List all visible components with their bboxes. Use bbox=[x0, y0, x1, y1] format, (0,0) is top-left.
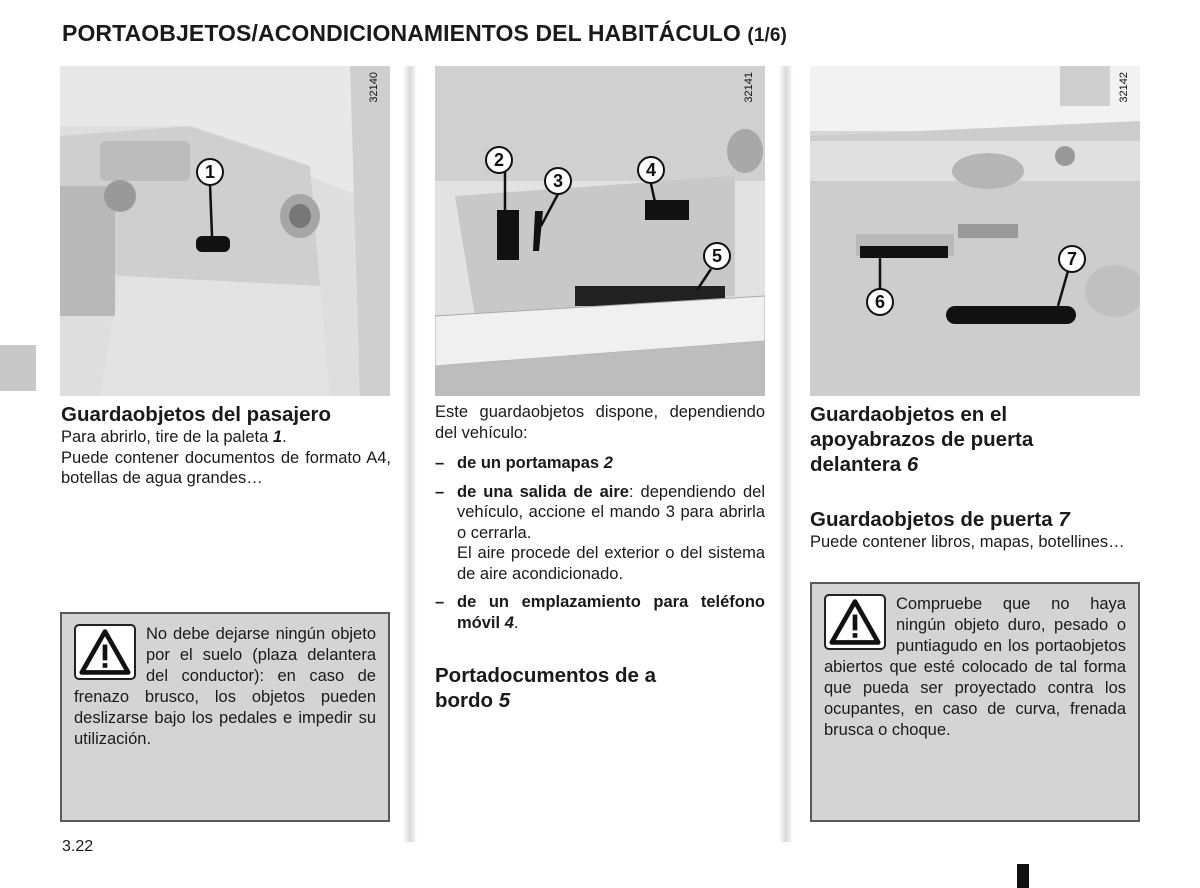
col1-body: Puede contener documentos de formato A4, botellas de agua grandes… bbox=[61, 448, 391, 487]
col3-heading2-ref: 7 bbox=[1058, 508, 1070, 531]
col1-warning-text: No debe dejarse ningún objeto por el suelo (plaza delantera del conductor): en caso de frenazo brusco, los objetos pueden deslizarse bajo los pedales e impedir su utilización. bbox=[74, 625, 376, 748]
glovebox-illustration bbox=[435, 66, 765, 396]
col1-text bbox=[61, 402, 391, 489]
dashboard-illustration bbox=[60, 66, 390, 396]
col1-open-instruction bbox=[61, 427, 391, 448]
column-separator-2 bbox=[779, 66, 793, 842]
section-tab-marker bbox=[0, 345, 36, 391]
col2-item3-rest: . bbox=[513, 613, 519, 632]
col2-text bbox=[435, 402, 765, 713]
photo-passenger-glovebox bbox=[60, 66, 390, 396]
photo-code: 32140 bbox=[368, 72, 380, 103]
warning-triangle-icon bbox=[824, 594, 886, 650]
page-number: 3.22 bbox=[62, 838, 94, 855]
callout-3: 3 bbox=[544, 167, 572, 195]
door-illustration bbox=[810, 66, 1140, 396]
col3-body: Puede contener libros, mapas, botellines… bbox=[810, 533, 1125, 551]
photo-glovebox-interior bbox=[435, 66, 765, 396]
col2-item2-extra: El aire procede del exterior o del sistema de aire acondicionado. bbox=[457, 544, 765, 583]
col2-item3-bold: de un emplazamiento para teléfono móvil bbox=[457, 593, 765, 632]
col2-item1-bold: de un portamapas bbox=[457, 454, 604, 472]
col2-item1-ref: 2 bbox=[603, 454, 613, 472]
warning-triangle-icon bbox=[74, 624, 136, 680]
col3-warning-box bbox=[810, 582, 1140, 822]
col3-heading-door bbox=[810, 507, 1140, 532]
callout-4: 4 bbox=[637, 156, 665, 184]
photo-code: 32141 bbox=[743, 72, 755, 103]
callout-1: 1 bbox=[196, 158, 224, 186]
column-separator-1 bbox=[403, 66, 417, 842]
page-title-main: PORTAOBJETOS/ACONDICIONAMIENTOS DEL HABITÁCULO bbox=[62, 20, 741, 46]
col3-heading1-ref: 6 bbox=[906, 453, 919, 476]
photo-door-panel bbox=[810, 66, 1140, 396]
callout-7: 7 bbox=[1058, 245, 1086, 273]
col3-heading-armrest bbox=[810, 402, 1095, 477]
col2-item2-rest: : dependiendo del vehículo, accione el mando 3 para abrirla o cerrarla. bbox=[457, 482, 765, 542]
page-title-suffix: (1/6) bbox=[747, 25, 787, 46]
col3-heading1-pre: Guardaobjetos en el apoyabrazos de puerta delantera bbox=[810, 403, 1034, 476]
col3-text bbox=[810, 402, 1140, 553]
corner-marker bbox=[1017, 864, 1029, 888]
col1-warning-box bbox=[60, 612, 390, 822]
callout-2: 2 bbox=[485, 146, 513, 174]
col2-heading-ref: 5 bbox=[498, 689, 511, 712]
col2-item-portamapas bbox=[435, 453, 765, 474]
callout-6: 6 bbox=[866, 288, 894, 316]
col1-line1-ref: 1 bbox=[272, 428, 283, 446]
col2-intro: Este guardaobjetos dispone, dependiendo del vehículo: bbox=[435, 403, 765, 442]
col2-item3-ref: 4 bbox=[504, 613, 514, 632]
col1-line1-pre: Para abrirlo, tire de la paleta bbox=[61, 428, 273, 446]
col2-item-air-vent bbox=[435, 482, 765, 585]
photo-code: 32142 bbox=[1118, 72, 1130, 103]
col2-heading bbox=[435, 663, 705, 713]
col2-heading-pre: Portadocumentos de a bordo bbox=[435, 664, 656, 712]
callout-5: 5 bbox=[703, 242, 731, 270]
page-title bbox=[62, 20, 787, 47]
col1-heading: Guardaobjetos del pasajero bbox=[61, 403, 331, 426]
col2-item-phone bbox=[435, 592, 765, 633]
col2-item2-bold: de una salida de aire bbox=[457, 482, 629, 501]
col1-line1-post: . bbox=[282, 428, 287, 446]
col3-heading2-pre: Guardaobjetos de puerta bbox=[810, 508, 1059, 531]
col3-warning-text: Compruebe que no haya ningún objeto duro, pesado o puntiagudo en los portaobjetos abiertos que esté colocado de tal forma que pueda ser proyectado contra los ocupantes, en caso de curva, frenada brusca o choque. bbox=[824, 595, 1126, 739]
